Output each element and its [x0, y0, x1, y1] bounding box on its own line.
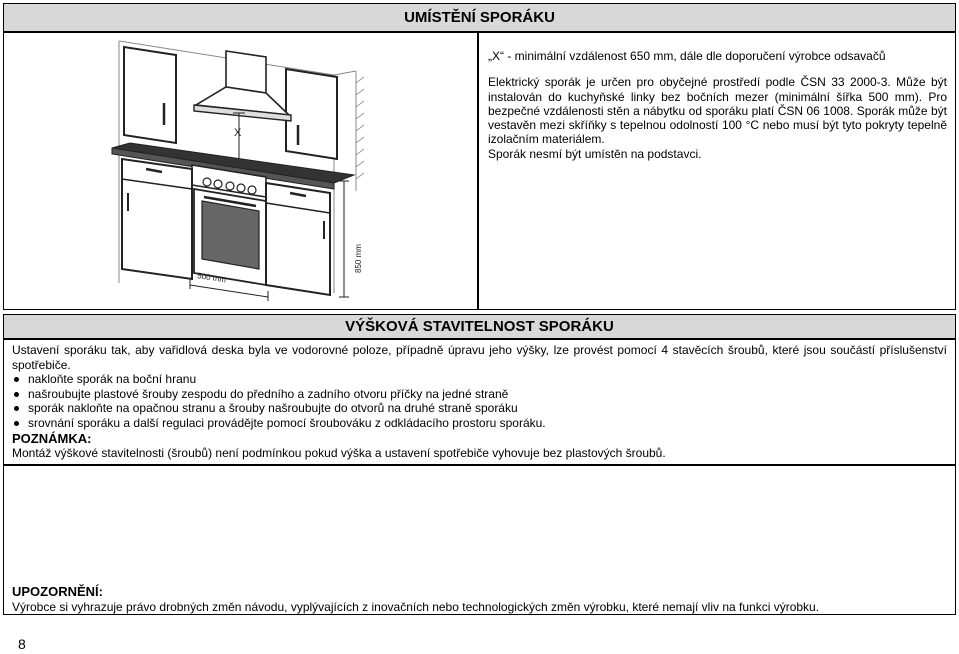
dimension-label-x: X [234, 127, 242, 139]
section-title-placement [3, 3, 956, 32]
list-item [12, 372, 947, 387]
dimension-label-width: 500 mm [196, 271, 227, 285]
bullet-icon [14, 421, 19, 426]
section-title-placement-text: UMÍSTĚNÍ SPORÁKU [404, 9, 555, 26]
warning-title: UPOZORNĚNÍ: [12, 584, 103, 599]
section-title-height-adjustment [3, 314, 956, 339]
kitchen-illustration-cell [3, 32, 478, 310]
placement-text-cell [478, 32, 956, 310]
dimension-label-height: 850 mm [354, 244, 363, 273]
bullet-icon [14, 377, 19, 382]
section-title-height-adjustment-text: VÝŠKOVÁ STAVITELNOST SPORÁKU [345, 318, 614, 335]
list-item [12, 401, 947, 416]
bullet-icon [14, 392, 19, 397]
height-adjustment-body [3, 339, 956, 465]
list-item [12, 387, 947, 402]
placement-paragraph-requirements: Elektrický sporák je určen pro obyčejné prostředí podle ČSN 33 2000-3. Může být instalován do kuchyňské linky bez bočních mezer (minimální šířka 500 mm). Pro bezpečné vzdálenosti stěn a nábytku od sporáku platí ČSN 06 1008. Sporák může být vestavěn mezi skříňky s tepelnou odolností 100 °C nebo musí být tyto pokryty tepelně izolačním materiálem. [488, 75, 947, 147]
step-text: našroubujte plastové šrouby zespodu do předního a zadního otvoru příčky na jedné straně [28, 386, 509, 401]
step-text: srovnání sporáku a další regulaci provádějte pomocí šroubováku z odkládacího prostoru sporáku. [28, 415, 546, 430]
note-title: POZNÁMKA: [12, 430, 92, 446]
list-item [12, 416, 947, 431]
kitchen-installation-illustration [4, 33, 477, 309]
bullet-icon [14, 406, 19, 411]
note-text: Montáž výškové stavitelnosti (šroubů) není podmínkou pokud výška a ustavení spotřebiče vyhovuje bez plastových šroubů. [12, 446, 666, 461]
warning-section [3, 465, 956, 615]
placement-paragraph-pedestal: Sporák nesmí být umístěn na podstavci. [488, 146, 702, 161]
page-number: 8 [18, 636, 26, 652]
step-text: sporák nakloňte na opačnou stranu a šrouby našroubujte do otvorů na druhé straně sporáku [28, 401, 518, 416]
placement-paragraph-distance: „X“ - minimální vzdálenost 650 mm, dále dle doporučení výrobce odsavačů [488, 49, 886, 63]
height-adjustment-intro: Ustavení sporáku tak, aby vařidlová deska byla ve vodorovné poloze, případně úpravu jeho výšky, lze provést pomocí 4 stavěcích šroubů, které jsou součástí příslušenství spotřebiče. [12, 343, 947, 372]
adjustment-steps-list [12, 372, 947, 430]
step-text: nakloňte sporák na boční hranu [28, 372, 197, 387]
warning-text: Výrobce si vyhrazuje právo drobných změn návodu, vyplývajících z inovačních nebo technologických změn výrobku, které nemají vliv na funkci výrobku. [12, 600, 820, 614]
